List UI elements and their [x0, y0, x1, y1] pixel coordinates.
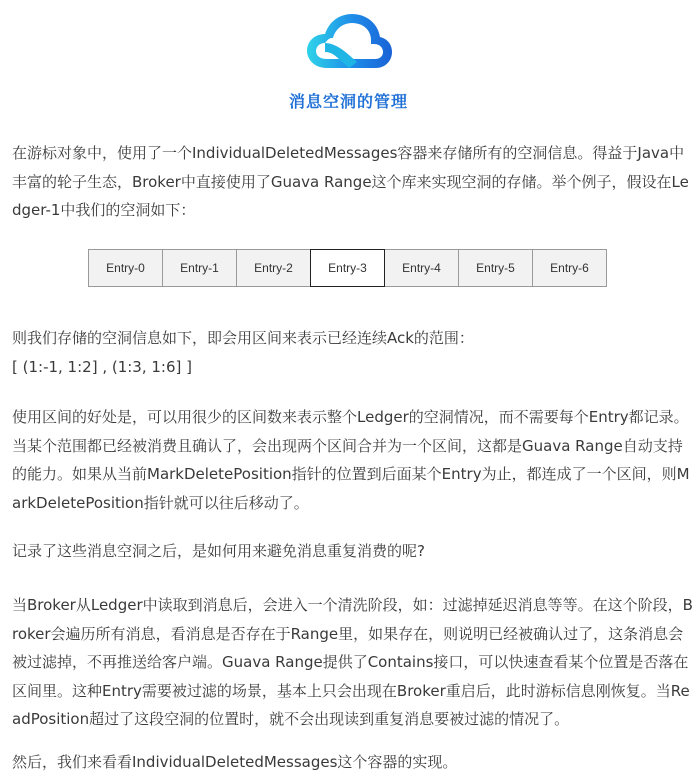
entry-box-1: Entry-1	[162, 249, 237, 287]
range-description: 则我们存储的空洞信息如下，即会用区间来表示已经连续Ack的范围：	[12, 329, 474, 347]
range-value: [ (1:-1, 1:2] , (1:3, 1:6] ]	[12, 357, 192, 376]
paragraph-range-info	[12, 324, 694, 381]
paragraph-question: 记录了这些消息空洞之后，是如何用来避免消息重复消费的呢?	[12, 542, 425, 560]
entry-diagram	[88, 249, 607, 287]
entry-box-6: Entry-6	[532, 249, 607, 287]
paragraph-filtering: 当Broker从Ledger中读取到消息后，会进入一个清洗阶段，如：过滤掉延迟消息等等。在这个阶段，Broker会遍历所有消息，看消息是否存在于Range里，如果存在，则说明已经被确认过了，这条消息会被过滤掉，不再推送给客户端。Guava Range提供了Contains接口，可以快速查看某个位置是否落在区间里。这种Entry需要被过滤的场景，基本上只会出现在Broker重启后，此时游标信息刚恢复。当ReadPosition超过了这段空洞的位置时，就不会出现读到重复消息要被过滤的情况了。	[12, 596, 693, 729]
section-title: 消息空洞的管理	[288, 92, 408, 111]
paragraph-range-benefits: 使用区间的好处是，可以用很少的区间数来表示整个Ledger的空洞情况，而不需要每个Entry都记录。当某个范围都已经被消费且确认了，会出现两个区间合并为一个区间，这都是Guava Range自动支持的能力。如果从当前MarkDeletePosition指针的位置到后面某个Entry为止，都连成了一个区间，则MarkDeletePosition指针就可以往后移动了。	[12, 408, 690, 512]
cloud-icon	[303, 10, 395, 76]
paragraph-next: 然后，我们来看看IndividualDeletedMessages这个容器的实现。	[12, 753, 458, 771]
cloud-logo-icon	[303, 10, 395, 76]
paragraph-intro: 在游标对象中，使用了一个IndividualDeletedMessages容器来存储所有的空洞信息。得益于Java中丰富的轮子生态，Broker中直接使用了Guava Range这个库来实现空洞的存储。举个例子，假设在Ledger-1中我们的空洞如下：	[12, 144, 689, 220]
entry-box-4: Entry-4	[384, 249, 459, 287]
entry-box-0: Entry-0	[88, 249, 163, 287]
entry-box-3-highlighted: Entry-3	[310, 249, 385, 287]
entry-box-2: Entry-2	[236, 249, 311, 287]
entry-box-5: Entry-5	[458, 249, 533, 287]
